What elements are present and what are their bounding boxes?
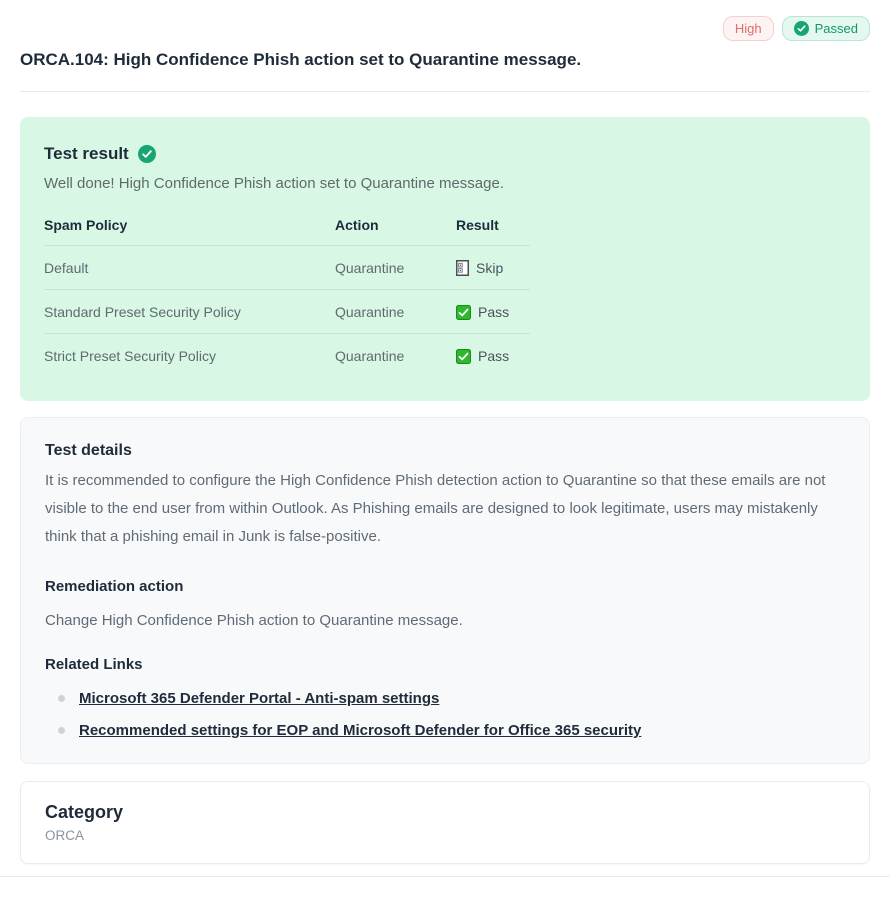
divider — [0, 876, 890, 877]
bullet-icon — [58, 727, 65, 734]
check-circle-icon — [794, 21, 809, 36]
related-links-heading: Related Links — [45, 656, 143, 673]
column-header-result: Result — [456, 217, 530, 246]
spam-policy-table — [44, 217, 530, 377]
action-cell: Quarantine — [335, 246, 456, 290]
status-badge — [782, 16, 870, 41]
policy-cell: Strict Preset Security Policy — [44, 348, 216, 364]
result-cell — [456, 334, 530, 378]
cabinet-skip-icon — [456, 260, 469, 276]
result-label: Pass — [478, 348, 510, 364]
recommended-settings-link[interactable]: Recommended settings for EOP and Microsoft Defender for Office 365 security — [79, 722, 642, 739]
divider — [20, 91, 870, 92]
status-badge-label: Passed — [814, 20, 858, 36]
table-header-row — [44, 217, 530, 246]
category-value: ORCA — [45, 828, 85, 843]
defender-portal-link[interactable]: Microsoft 365 Defender Portal - Anti-spam settings — [79, 690, 440, 707]
policy-cell: Standard Preset Security Policy — [44, 290, 335, 334]
test-result-card — [20, 117, 870, 401]
check-circle-icon — [138, 145, 156, 163]
result-cell — [456, 246, 530, 290]
bullet-icon — [58, 695, 65, 702]
remediation-action-text: Change High Confidence Phish action to Quarantine message. — [45, 612, 463, 629]
list-item — [45, 722, 845, 739]
green-checkbox-icon — [456, 305, 471, 320]
page-title: ORCA.104: High Confidence Phish action set to Quarantine message. — [20, 50, 582, 69]
column-header-spam-policy: Spam Policy — [44, 217, 335, 246]
result-label: Skip — [476, 260, 504, 276]
test-details-card — [20, 417, 870, 764]
test-details-description: It is recommended to configure the High Confidence Phish detection action to Quarantine so that these emails are not visible to the end user from within Outlook. As Phishing emails are designed to look legitimate, users may mistakenly think that a phishing email in Junk is false-positive. — [45, 472, 826, 545]
test-result-message: Well done! High Confidence Phish action set to Quarantine message. — [44, 175, 504, 192]
badge-row — [20, 16, 870, 41]
report-header — [0, 0, 890, 70]
table-row — [44, 290, 530, 334]
category-heading: Category — [45, 802, 124, 822]
action-cell: Quarantine — [335, 348, 405, 364]
test-result-heading: Test result — [44, 144, 129, 163]
result-cell — [456, 290, 530, 334]
policy-cell: Default — [44, 246, 335, 290]
category-card — [20, 781, 870, 864]
related-links-list — [45, 690, 845, 739]
action-cell: Quarantine — [335, 290, 456, 334]
test-details-heading: Test details — [45, 442, 132, 459]
list-item — [45, 690, 845, 707]
severity-badge — [723, 16, 774, 41]
result-label: Pass — [478, 304, 510, 320]
green-checkbox-icon — [456, 349, 471, 364]
remediation-action-heading: Remediation action — [45, 578, 184, 595]
table-row — [44, 334, 530, 378]
test-result-heading-row — [44, 144, 846, 164]
column-header-action: Action — [335, 217, 456, 246]
severity-badge-label: High — [734, 20, 762, 36]
table-row — [44, 246, 530, 290]
